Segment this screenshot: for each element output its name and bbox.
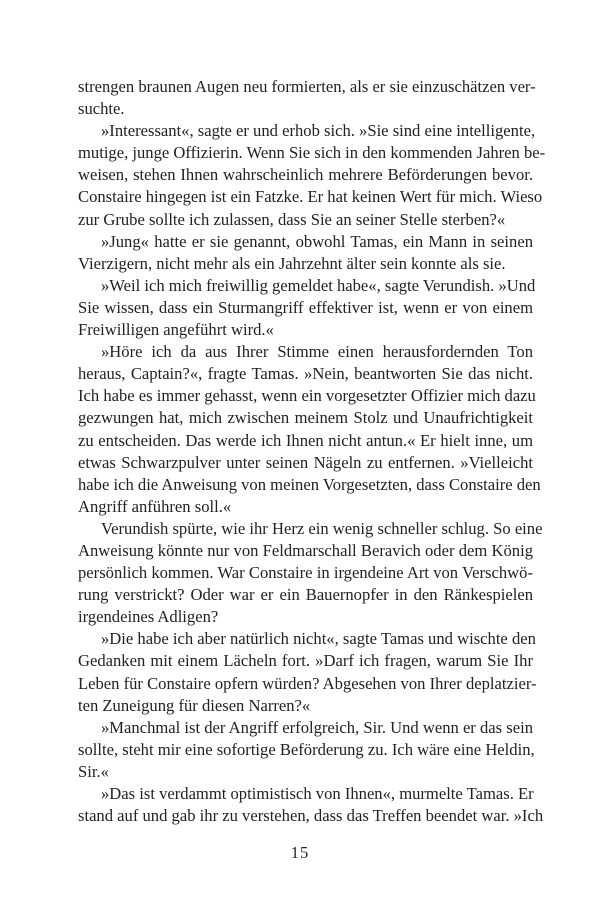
paragraph xyxy=(78,231,533,275)
text-line: habe ich die Anweisung von meinen Vorgesetzten, dass Constaire den xyxy=(78,474,541,494)
text-line: Gedanken mit einem Lächeln fort. »Darf ich fragen, warum Sie Ihr xyxy=(78,651,533,671)
paragraph xyxy=(78,783,544,827)
text-line: »Das ist verdammt optimistisch von Ihnen«, murmelte Tamas. Er xyxy=(101,784,534,803)
text-line: Sie wissen, dass ein Sturmangriff effektiver ist, wenn er von einem xyxy=(78,297,533,317)
text-line: mutige, junge Offizierin. Wenn Sie sich in den kommenden Jahren be- xyxy=(78,143,546,163)
text-line: »Interessant«, sagte er und erhob sich. »Sie sind eine intelligente, xyxy=(101,121,536,141)
text-line: sollte, steht mir eine sofortige Beförderung zu. Ich wäre eine Heldin, xyxy=(78,739,535,759)
text-line: »Manchmal ist der Angriff erfolgreich, Sir. Und wenn er das sein xyxy=(101,717,533,737)
text-line: zur Grube sollte ich zulassen, dass Sie an seiner Stelle sterben?« xyxy=(78,209,506,229)
text-line: »Die habe ich aber natürlich nicht«, sagte Tamas und wischte den xyxy=(101,629,536,649)
paragraph xyxy=(78,76,536,120)
text-line: Constaire hingegen ist ein Fatzke. Er hat keinen Wert für mich. Wieso xyxy=(78,187,543,207)
paragraph xyxy=(78,628,537,716)
text-line: »Höre ich da aus Ihrer Stimme einen herausfordernden Ton xyxy=(101,342,533,362)
text-line: zu entscheiden. Das werde ich Ihnen nicht antun.« Er hielt inne, um xyxy=(78,430,533,450)
paragraph xyxy=(78,518,543,628)
text-line: Angriff anführen soll.« xyxy=(78,496,232,516)
page-number: 15 xyxy=(290,843,310,862)
text-line: Verundish spürte, wie ihr Herz ein wenig schneller schlug. So eine xyxy=(101,518,543,538)
text-line: rung verstrickt? Oder war er ein Bauernopfer in den Ränkespielen xyxy=(78,585,533,605)
text-line: stand auf und gab ihr zu verstehen, dass das Treffen beendet war. »Ich xyxy=(78,806,544,826)
paragraph xyxy=(78,120,546,230)
text-line: ten Zuneigung für diesen Narren?« xyxy=(78,695,311,715)
text-line: »Weil ich mich freiwillig gemeldet habe«, sagte Verundish. »Und xyxy=(101,275,536,295)
text-line: Leben für Constaire opfern würden? Abgesehen von Ihrer deplatzier- xyxy=(78,673,537,693)
text-line: »Jung« hatte er sie genannt, obwohl Tamas, ein Mann in seinen xyxy=(101,231,533,251)
text-line: heraus, Captain?«, fragte Tamas. »Nein, beantworten Sie das nicht. xyxy=(78,364,533,384)
text-line: suchte. xyxy=(78,99,125,119)
paragraph xyxy=(78,717,533,783)
body-text xyxy=(78,76,546,827)
text-line: strengen braunen Augen neu formierten, als er sie einzuschätzen ver- xyxy=(78,77,536,96)
paragraph xyxy=(78,341,541,518)
text-line: gezwungen hat, mich zwischen meinem Stolz und Unaufrichtigkeit xyxy=(78,408,533,428)
text-line: Ich habe es immer gehasst, wenn ein vorgesetzter Offizier mich dazu xyxy=(78,386,536,406)
text-line: Anweisung könnte nur von Feldmarschall Beravich oder dem König xyxy=(78,540,533,560)
text-line: etwas Schwarzpulver unter seinen Nägeln zu entfernen. »Vielleicht xyxy=(78,452,533,472)
text-line: irgendeines Adligen? xyxy=(78,607,219,627)
text-line: Vierzigern, nicht mehr als ein Jahrzehnt älter sein konnte als sie. xyxy=(78,253,506,273)
text-line: Freiwilligen angeführt wird.« xyxy=(78,320,274,340)
text-line: Sir.« xyxy=(78,761,109,781)
text-line: weisen, stehen Ihnen wahrscheinlich mehrere Beförderungen bevor. xyxy=(78,165,533,185)
text-line: persönlich kommen. War Constaire in irgendeine Art von Verschwö- xyxy=(78,563,533,583)
paragraph xyxy=(78,275,536,341)
